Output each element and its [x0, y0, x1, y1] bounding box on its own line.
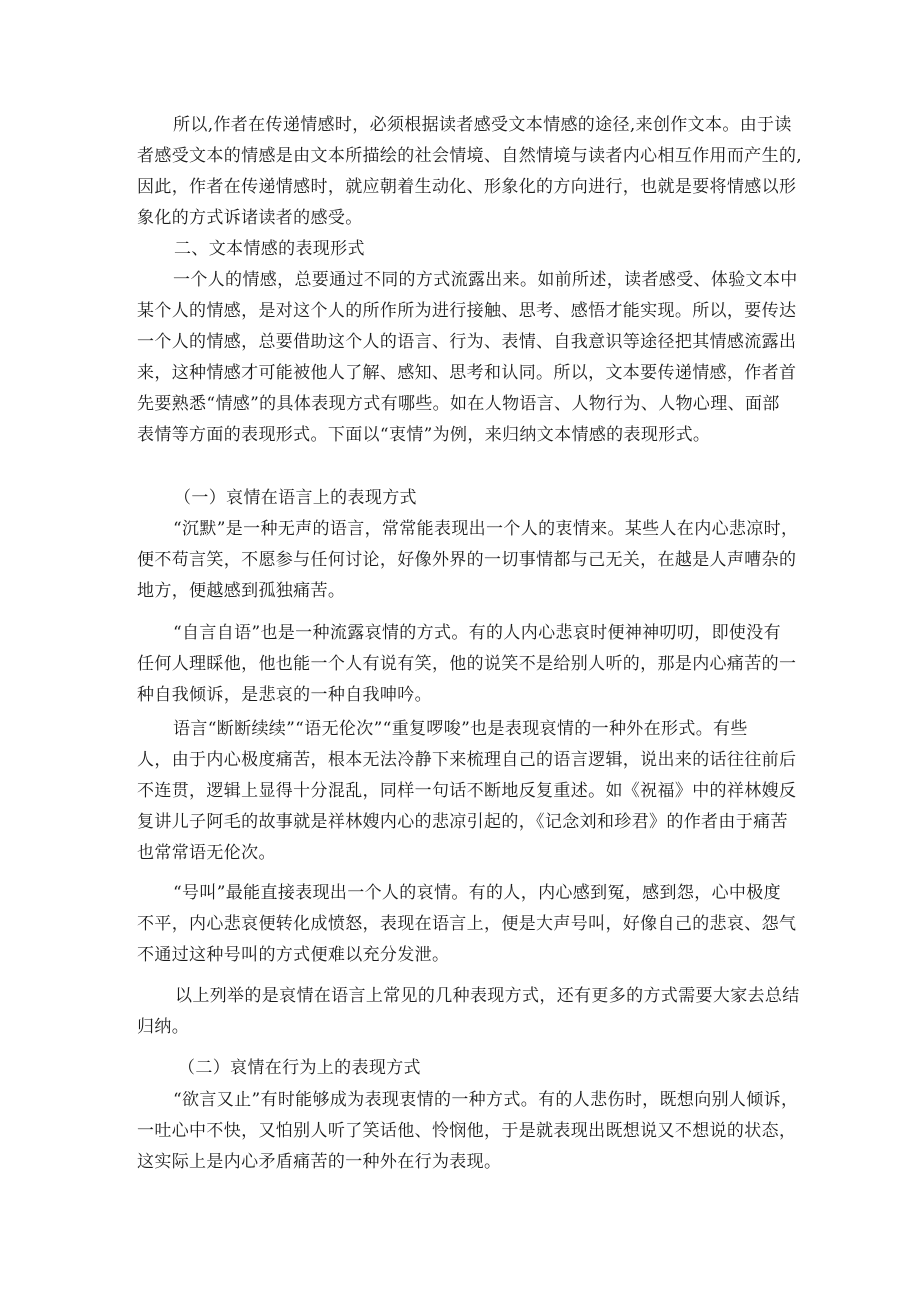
paragraph-line: 先要熟悉“情感”的具体表现方式有哪些。如在人物语言、人物行为、人物心理、面部: [137, 394, 780, 414]
paragraph-line: 一个人的情感，总要通过不同的方式流露出来。如前所述，读者感受、体验文本中: [173, 270, 798, 290]
paragraph-line: 地方，便越感到孤独痛苦。: [137, 581, 346, 601]
paragraph-line: 语言“断断续续”“语无伦次”“重复啰唆”也是表现哀情的一种外在形式。有些: [173, 719, 748, 739]
paragraph-4: [137, 618, 797, 711]
paragraph-line: 归纳。: [137, 1017, 190, 1037]
paragraph-line: 一个人的情感，总要借助这个人的语言、行为、表情、自我意识等途径把其情感流露出: [137, 332, 797, 352]
paragraph-line: 不平，内心悲哀便转化成愤怒，表现在语言上，便是大声号叫，好像自己的悲哀、怨气: [137, 914, 797, 934]
paragraph-line: 所以,作者在传递情感时，必须根据读者感受文本情感的途径,来创作文本。由于读: [173, 115, 792, 135]
paragraph-line: 者感受文本的情感是由文本所描绘的社会情境、自然情境与读者内心相互作用而产生的,: [137, 146, 803, 166]
paragraph-line: 表情等方面的表现形式。下面以“衷情”为例，来归纳文本情感的表现形式。: [137, 425, 711, 445]
paragraph-line: 也常常语无伦次。: [137, 843, 276, 863]
paragraph-line: 种自我倾诉，是悲哀的一种自我呻吟。: [137, 685, 432, 705]
paragraph-line: 复讲儿子阿毛的故事就是祥林嫂内心的悲凉引起的，《记念刘和珍君》的作者由于痛苦: [137, 812, 788, 832]
paragraph-line: 不连贯，逻辑上显得十分混乱，同样一句话不断地反复重述。如《祝福》中的祥林嫂反: [137, 781, 797, 801]
paragraph-line: 一吐心中不快，又怕别人听了笑话他、怜悯他，于是就表现出既想说又不想说的状态，: [137, 1121, 797, 1141]
subsection-heading-2: （二）哀情在行为上的表现方式: [178, 1058, 421, 1078]
paragraph-line: 某个人的情感，是对这个人的所作所为进行接触、思考、感悟才能实现。所以，要传达: [137, 301, 797, 321]
paragraph-7: [137, 981, 800, 1043]
paragraph-1: [137, 110, 803, 234]
paragraph-2: [137, 265, 797, 451]
paragraph-line: 象化的方式诉诸读者的感受。: [137, 208, 363, 228]
paragraph-line: 以上列举的是哀情在语言上常见的几种表现方式，还有更多的方式需要大家去总结: [175, 986, 800, 1006]
paragraph-line: 来，这种情感才可能被他人了解、感知、思考和认同。所以，文本要传递情感，作者首: [137, 363, 797, 383]
paragraph-3: [137, 514, 797, 607]
paragraph-line: 人，由于内心极度痛苦，根本无法冷静下来梳理自己的语言逻辑，说出来的话往往前后: [137, 750, 797, 770]
paragraph-line: 因此，作者在传递情感时，就应朝着生动化、形象化的方向进行，也就是要将情感以形: [137, 177, 797, 197]
paragraph-line: “号叫”最能直接表现出一个人的哀情。有的人，内心感到冤，感到怨，心中极度: [173, 883, 781, 903]
section-heading: 二、文本情感的表现形式: [174, 239, 365, 259]
paragraph-line: 便不苟言笑，不愿参与任何讨论，好像外界的一切事情都与己无关，在越是人声嘈杂的: [137, 550, 797, 570]
paragraph-8: [137, 1085, 797, 1178]
paragraph-line: 这实际上是内心矛盾痛苦的一种外在行为表现。: [137, 1152, 502, 1172]
subsection-heading-1: （一）哀情在语言上的表现方式: [174, 488, 417, 508]
paragraph-line: “自言自语”也是一种流露哀情的方式。有的人内心悲哀时便神神叨叨，即使没有: [173, 623, 781, 643]
paragraph-5: [137, 714, 797, 869]
paragraph-6: [137, 878, 797, 971]
paragraph-line: “欲言又止”有时能够成为表现衷情的一种方式。有的人悲伤时，既想向别人倾诉，: [173, 1090, 799, 1110]
paragraph-line: 任何人理睬他，他也能一个人有说有笑，他的说笑不是给别人听的，那是内心痛苦的一: [137, 654, 797, 674]
paragraph-line: 不通过这种号叫的方式便难以充分发泄。: [137, 945, 450, 965]
paragraph-line: “沉默”是一种无声的语言，常常能表现出一个人的衷情来。某些人在内心悲凉时，: [173, 519, 799, 539]
